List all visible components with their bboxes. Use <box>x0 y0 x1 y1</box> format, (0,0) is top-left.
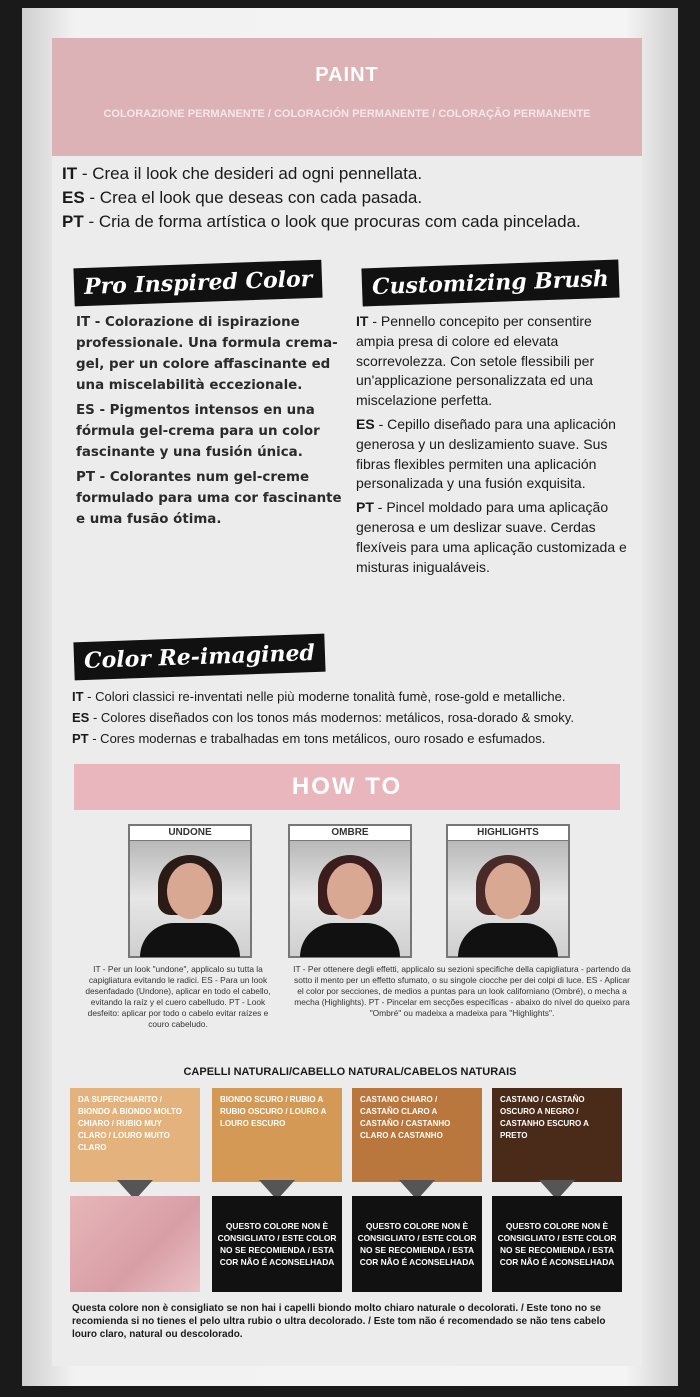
result-not-recommended: QUESTO COLORE NON È CONSIGLIATO / ESTE COLOR NO SE RECOMIENDA / ESTA COR NÃO É ACONSELHADA <box>492 1196 622 1292</box>
swatch-dark-blonde: BIONDO SCURO / RUBIO A RUBIO OSCURO / LOURO A LOURO ESCURO <box>212 1088 342 1182</box>
intro-pt: PT - Cria de forma artística o look que procuras com cada pincelada. <box>62 212 581 231</box>
brush-text: IT - Pennello concepito per consentire ampia presa di colore ed elevata scorrevolezza. Con setole flessibili per un'applicazione personalizzata ed una miscelazione perfetta. ES - Cepillo diseñado para una aplicación generosa y un deslizamiento suave. Sus fibras flexibles permiten una aplicación personalizada y una fusión exquisita. PT - Pincel moldado para uma aplicação generosa e um deslizar suave. Cerdas flexíveis para uma aplicação customizada e misturas inigualáveis. <box>356 313 627 575</box>
photo-ombre: OMBRE <box>288 824 412 958</box>
swatch-brown: CASTANO / CASTAÑO OSCURO A NEGRO / CASTANHO ESCURO A PRETO <box>492 1088 622 1182</box>
intro-es: ES - Crea el look que deseas con cada pasada. <box>62 188 423 207</box>
product-title: PAINT <box>315 64 379 86</box>
pro-color-badge: Pro Inspired Color <box>73 260 323 307</box>
pro-color-text: IT - Colorazione di ispirazione professionale. Una formula crema-gel, per un colore affascinante ed una miscelabilità eccezionale. ES - Pigmentos intensos en una fórmula gel-crema para un color fascinante y una fusión única. PT - Colorantes num gel-creme formulado para uma cor fascinante e uma fusão ótima. <box>76 315 342 527</box>
swatch-light-brown: CASTANO CHIARO / CASTAÑO CLARO A CASTAÑO / CASTANHO CLARO A CASTANHO <box>352 1088 482 1182</box>
brush-badge: Customizing Brush <box>361 260 619 307</box>
swatch-very-light: DA SUPERCHIARITO / BIONDO A BIONDO MOLTO CHIARO / RUBIO MUY CLARO / LOURO MUITO CLARO <box>70 1088 200 1182</box>
photo-undone: UNDONE <box>128 824 252 958</box>
reimagined-badge: Color Re-imagined <box>73 634 325 681</box>
result-not-recommended: QUESTO COLORE NON È CONSIGLIATO / ESTE COLOR NO SE RECOMIENDA / ESTA COR NÃO É ACONSELHADA <box>352 1196 482 1292</box>
product-subtitle: COLORAZIONE PERMANENTE / COLORACIÓN PERMANENTE / COLORAÇÃO PERMANENTE <box>103 108 591 120</box>
intro-it: IT - Crea il look che desideri ad ogni pennellata. <box>62 164 423 183</box>
result-not-recommended: QUESTO COLORE NON È CONSIGLIATO / ESTE COLOR NO SE RECOMIENDA / ESTA COR NÃO É ACONSELHADA <box>212 1196 342 1292</box>
intro-text <box>62 162 642 234</box>
photo-highlights: HIGHLIGHTS <box>446 824 570 958</box>
howto-right-text: IT - Per ottenere degli effetti, applicalo su sezioni specifiche della capigliatura - partendo da sotto il mento per un effetto sfumato, o su singole ciocche per dei colpi di luce. ES - Aplicar el color por secciones, de medios a puntas para un look californiano (Ombré), o mecha a mecha (Highlights). PT - Pincelar em secções específicas - abaixo do nível do queixo para "Ombré" ou madeixa a madeixa para "Highlights". <box>293 964 631 1018</box>
howto-left-text: IT - Per un look "undone", applicalo su tutta la capigliatura evitando le radici. ES - Para un look desenfadado (Undone), aplicar en todo el cabello, evitando la raíz y el cuero cabelludo. PT - Look desfeito: aplicar por todo o cabelo evitar raízes e couro cabeludo. <box>85 964 271 1029</box>
result-pink-hair <box>70 1196 200 1292</box>
reimagined-text: IT - Colori classici re-inventati nelle più moderne tonalità fumè, rose-gold e metalliche. ES - Colores diseñados con los tonos más modernos: metálicos, rosa-dorado & smoky. PT - Cores modernas e trabalhadas em tons metálicos, ouro rosado e esfumados. <box>72 689 574 746</box>
natural-hair-title: CAPELLI NATURALI/CABELLO NATURAL/CABELOS NATURAIS <box>183 1066 517 1078</box>
header-band <box>52 38 642 156</box>
footnote: Questa colore non è consigliato se non hai i capelli biondo molto chiaro naturale o decolorati. / Este tono no se recomienda si no tienes el pelo ultra rubio o ultra decolorado. / Este tom não é recomendado se não tens cabelo louro claro, natural ou descolorado. <box>72 1303 606 1340</box>
how-to-banner: HOW TO <box>74 764 620 810</box>
